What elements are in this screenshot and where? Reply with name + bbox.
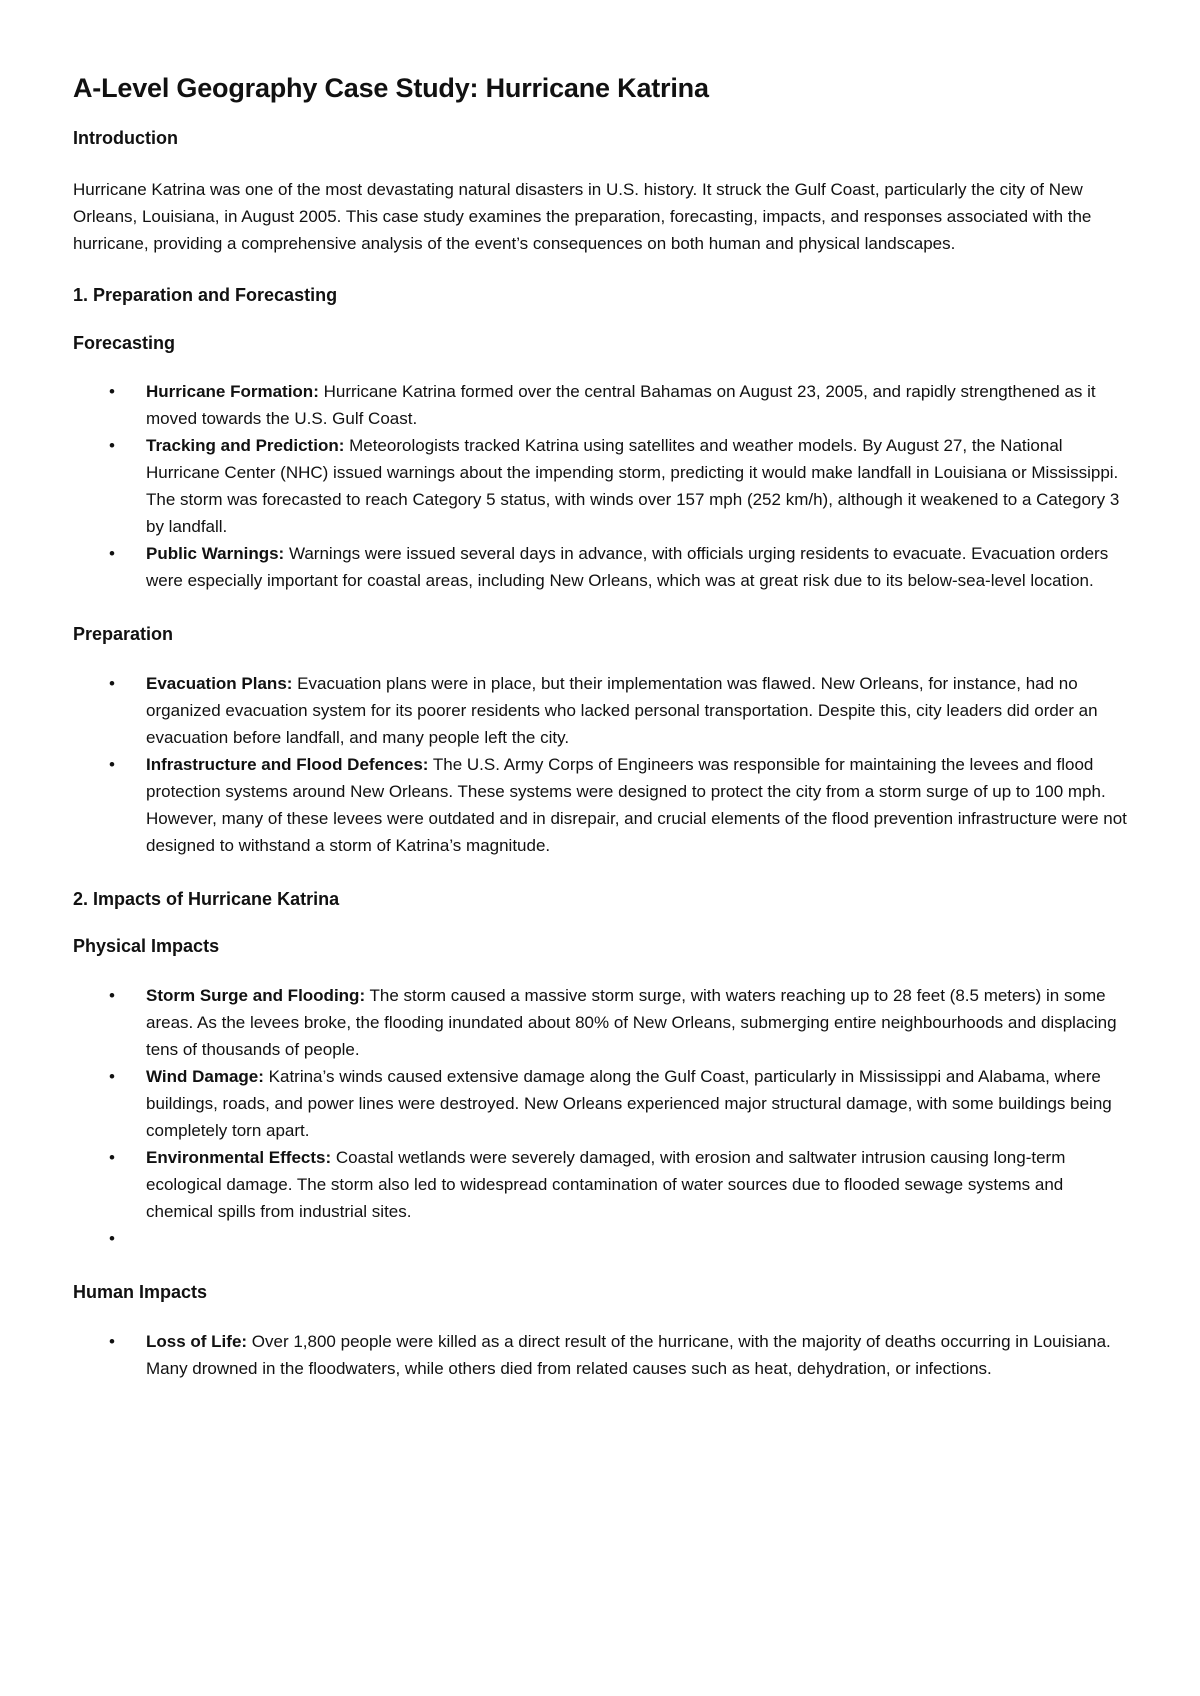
list-item	[73, 670, 1133, 751]
item-term: Loss of Life:	[146, 1331, 248, 1351]
bullet-icon: •	[109, 382, 115, 402]
item-term: Storm Surge and Flooding:	[146, 985, 366, 1005]
list-item	[73, 1144, 1133, 1225]
bullet-icon: •	[109, 1331, 115, 1351]
item-term: Environmental Effects:	[146, 1147, 332, 1167]
bullet-icon: •	[109, 1147, 115, 1167]
item-term: Evacuation Plans:	[146, 673, 293, 693]
list-item	[73, 1063, 1133, 1144]
forecasting-list	[73, 378, 1133, 594]
bullet-icon: •	[109, 544, 115, 564]
section-1-heading: 1. Preparation and Forecasting	[73, 284, 338, 305]
bullet-icon: •	[109, 436, 115, 456]
list-item	[73, 540, 1133, 594]
physical-impacts-list	[73, 982, 1133, 1252]
intro-paragraph: Hurricane Katrina was one of the most devastating natural disasters in U.S. history. It struck the Gulf Coast, particularly the city of New Orleans, Louisiana, in August 2005. This case study examines the preparation, forecasting, impacts, and responses associated with the hurricane, providing a comprehensive analysis of the event’s consequences on both human and physical landscapes.	[73, 179, 1092, 253]
item-term: Infrastructure and Flood Defences:	[146, 754, 429, 774]
list-item	[73, 982, 1133, 1063]
item-text: The storm caused a massive storm surge, with waters reaching up to 28 feet (8.5 meters) in some areas. As the levees broke, the flooding inundated about 80% of New Orleans, submerging entire neighbourhoods and displacing tens of thousands of people.	[146, 985, 1117, 1059]
list-item	[73, 1328, 1133, 1382]
item-term: Hurricane Formation:	[146, 382, 319, 402]
intro-heading: Introduction	[73, 128, 178, 149]
human-impacts-heading: Human Impacts	[73, 1281, 208, 1302]
list-item	[73, 751, 1133, 859]
list-item	[73, 432, 1133, 540]
list-item	[73, 378, 1133, 432]
item-text: Meteorologists tracked Katrina using satellites and weather models. By August 27, the National Hurricane Center (NHC) issued warnings about the impending storm, predicting it would make landfall in Louisiana or Mississippi. The storm was forecasted to reach Category 5 status, with winds over 157 mph (252 km/h), although it weakened to a Category 3 by landfall.	[146, 436, 1120, 537]
document-page	[73, 72, 1133, 1412]
item-term: Public Warnings:	[146, 544, 285, 564]
bullet-icon: •	[109, 673, 115, 693]
bullet-icon: •	[109, 985, 115, 1005]
item-text: The U.S. Army Corps of Engineers was responsible for maintaining the levees and flood protection systems around New Orleans. These systems were designed to protect the city from a storm surge of up to 100 mph. However, many of these levees were outdated and in disrepair, and crucial elements of the flood prevention infrastructure were not designed to withstand a storm of Katrina’s magnitude.	[146, 754, 1127, 855]
forecasting-heading: Forecasting	[73, 332, 176, 353]
human-impacts-list	[73, 1328, 1133, 1382]
item-text: Over 1,800 people were killed as a direct result of the hurricane, with the majority of deaths occurring in Louisiana. Many drowned in the floodwaters, while others died from related causes such as heat, dehydration, or infections.	[146, 1331, 1111, 1378]
bullet-icon: •	[109, 1228, 115, 1248]
bullet-icon: •	[109, 754, 115, 774]
section-2-heading: 2. Impacts of Hurricane Katrina	[73, 888, 340, 909]
document-title: A-Level Geography Case Study: Hurricane Katrina	[73, 73, 709, 103]
preparation-list	[73, 670, 1133, 859]
bullet-icon: •	[109, 1066, 115, 1086]
item-text: Coastal wetlands were severely damaged, with erosion and saltwater intrusion causing long-term ecological damage. The storm also led to widespread contamination of water sources due to flooded sewage systems and chemical spills from industrial sites.	[146, 1147, 1066, 1221]
item-text: Warnings were issued several days in advance, with officials urging residents to evacuate. Evacuation orders were especially important for coastal areas, including New Orleans, which was at great risk due to its below-sea-level location.	[146, 544, 1109, 591]
preparation-heading: Preparation	[73, 624, 174, 645]
item-term: Tracking and Prediction:	[146, 436, 345, 456]
item-text: Katrina’s winds caused extensive damage along the Gulf Coast, particularly in Mississippi and Alabama, where buildings, roads, and power lines were destroyed. New Orleans experienced major structural damage, with some buildings being completely torn apart.	[146, 1066, 1112, 1140]
item-text: Evacuation plans were in place, but their implementation was flawed. New Orleans, for instance, had no organized evacuation system for its poorer residents who lacked personal transportation. Despite this, city leaders did order an evacuation before landfall, and many people left the city.	[146, 673, 1098, 747]
empty-list-item	[73, 1225, 1133, 1252]
physical-impacts-heading: Physical Impacts	[73, 936, 220, 957]
item-text: Hurricane Katrina formed over the central Bahamas on August 23, 2005, and rapidly strengthened as it moved towards the U.S. Gulf Coast.	[146, 382, 1096, 429]
item-term: Wind Damage:	[146, 1066, 264, 1086]
